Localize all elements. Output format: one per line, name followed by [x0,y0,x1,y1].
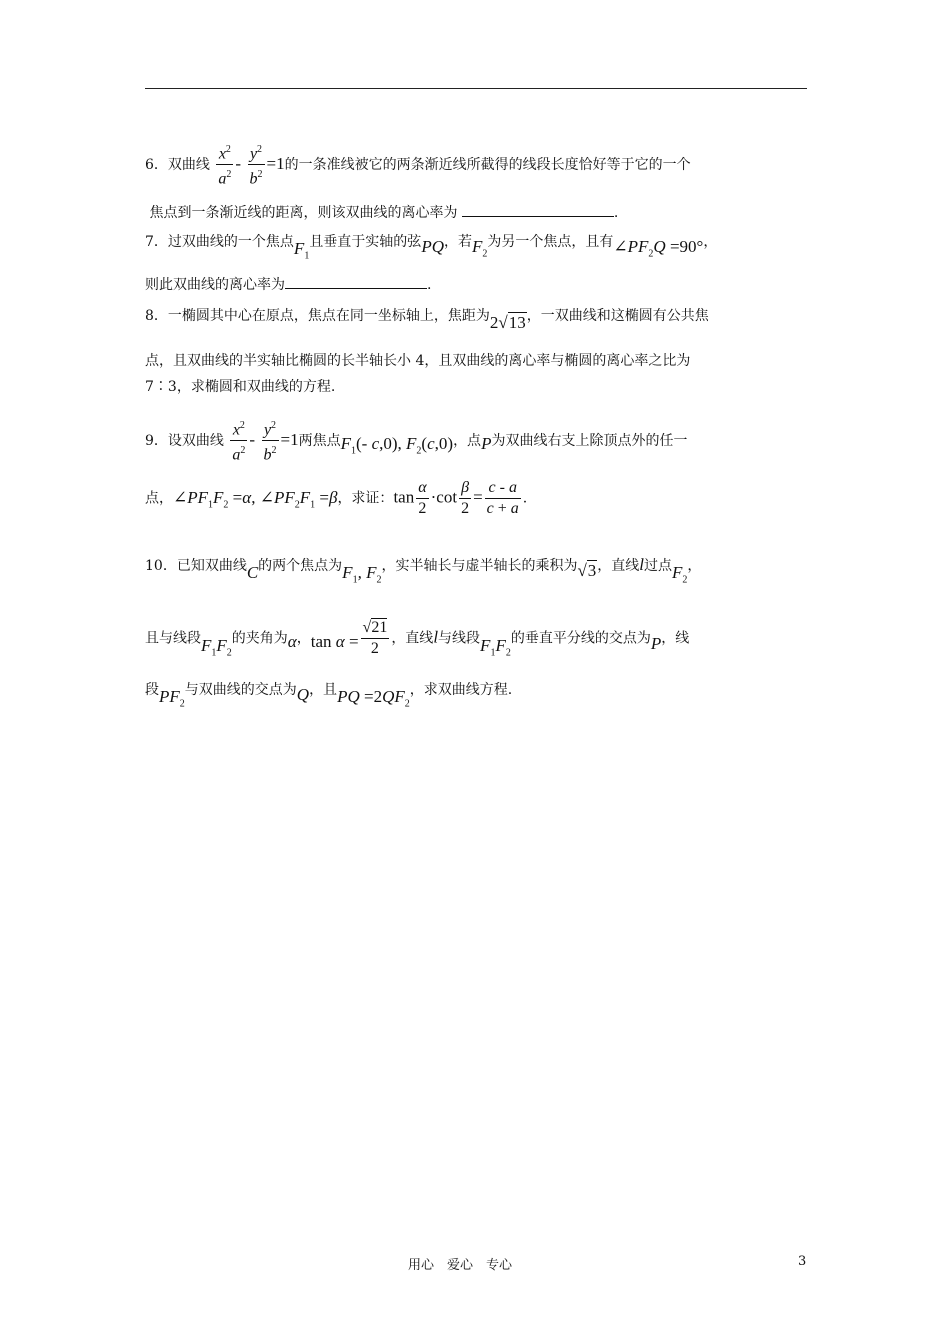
problem-7-line-2 [145,274,431,294]
problem-8-line-1 [145,306,709,332]
problem-10-line-1: 10．已知双曲线C的两个焦点为$F_1$, $F_2$，实半轴长与虚半轴长的乘积为√3，直线l过点$F_2$， [145,555,702,586]
text: . [427,277,432,293]
problem-8-line-3 [145,378,335,396]
footer-motto: 用心 爱心 专心 [408,1258,513,1273]
problem-number: 6． [145,156,168,173]
problem-10-line-2: 且与线段$F_1F_2$的夹角为α，tan α = $\frac{√21}{2}$ ，直线l与线段$F_1F_2$的垂直平分线的交点为P，线 [145,619,690,658]
answer-blank[interactable] [462,202,614,217]
text: 一椭圆其中心在原点，焦点在同一坐标轴上，焦距为 [167,308,490,324]
text: 为双曲线右支上除顶点外的任一 [491,432,688,449]
text: 的两个焦点为 [258,558,343,574]
text: 双曲线 [167,156,210,173]
text: ， [687,558,702,574]
problem-9-line-1: 9．设双曲线 $\frac{x^2}{a^2}$ - $\frac{y^2}{b^2}$ =1两焦点$F_1(-$ c,0), $F_2(c,0)$，点P为双曲线右支上除顶点外的任一 [145,416,687,466]
text: 已知双曲线 [176,558,247,574]
text: ，直线 [391,630,434,647]
text: 的一条准线被它的两条渐近线所截得的线段长度恰好等于它的一个 [284,156,691,173]
header-rule [145,88,807,89]
text: 过双曲线的一个焦点 [167,234,294,250]
problem-7-line-1: 7．过双曲线的一个焦点$F_1$且垂直于实轴的弦PQ，若$F_2$为另一个焦点，且有$\angle PF_2Q =90^\circ$， [145,234,718,262]
problem-9-line-2: 点，$\angle PF_1F_2 =\alpha$, $\angle PF_2F_1 =\beta$，求证：tan $\frac{\alpha}{2}$ ·cot $\frac{\beta}{2}$ = $\frac{c - a}{c + a}$ . [145,479,528,517]
text: . [522,490,528,507]
problem-8-line-2 [145,352,690,370]
text: 焦点到一条渐近线的距离，则该双曲线的离心率为 [149,205,458,221]
text: ，求双曲线方程. [409,682,513,698]
formula-fraction: $\frac{\beta}{2}$ [461,479,470,517]
text: 为另一个焦点，且有 [487,234,614,250]
text: ，求证： [337,490,394,507]
text: 段 [145,682,159,698]
text: 且垂直于实轴的弦 [309,234,422,250]
text: . [613,205,619,221]
formula-fraction: $\frac{x^2}{a^2}$ [216,140,233,190]
text: ，点 [453,432,482,449]
formula-sqrt: √3 [577,561,597,580]
text: ，线 [661,630,690,647]
formula-fraction: $\frac{\alpha}{2}$ [418,479,427,517]
text: 则此双曲线的离心率为 [145,277,285,293]
text: 设双曲线 [167,432,224,449]
text: ，直线 [597,558,640,574]
formula-sqrt: 2√13 [489,313,526,332]
text: 且与线段 [145,630,201,647]
text: 的垂直平分线的交点为 [510,630,651,647]
problem-number: 7． [145,234,168,250]
text: 与线段 [438,630,481,647]
text: ， [296,630,311,647]
text: ， [703,234,718,250]
formula-fraction: $\frac{y^2}{b^2}$ [248,140,265,190]
problem-10-line-3: 段$PF_2$与双曲线的交点为Q，且PQ $=2QF_2$，求双曲线方程. [145,682,513,710]
problem-6-line-1: 6．双曲线 $\frac{x^2}{a^2}$ - $\frac{y^2}{b^2}$ =1的一条准线被它的两条渐近线所截得的线段长度恰好等于它的一个 [145,140,691,190]
problem-number: 9． [145,432,168,449]
page-number: 3 [798,1254,807,1269]
problem-number: 10． [145,558,177,574]
text: 两焦点 [298,432,341,449]
text: ，若 [443,234,472,250]
text: 的夹角为 [231,630,288,647]
formula-fraction: $\frac{√21}{2}$ [362,619,388,657]
problem-number: 8． [145,308,168,324]
text: 点，且双曲线的半实轴比椭圆的长半轴长小 4，且双曲线的离心率与椭圆的离心率之比为 [145,353,691,369]
formula-fraction: $\frac{x^2}{a^2}$ [230,416,247,466]
text: 点， [145,490,173,507]
formula-fraction: $\frac{y^2}{b^2}$ [262,416,279,466]
text: ，一双曲线和这椭圆有公共焦 [526,308,709,324]
text: 与双曲线的交点为 [184,682,297,698]
answer-blank[interactable] [285,274,427,289]
text: ，实半轴长与虚半轴长的乘积为 [381,558,578,574]
text: 过点 [644,558,673,574]
text: ，且 [309,682,338,698]
text: 7∶3，求椭圆和双曲线的方程. [145,379,336,395]
problem-6-line-2 [145,202,618,222]
formula-fraction: $\frac{c - a}{c + a}$ [486,479,519,517]
